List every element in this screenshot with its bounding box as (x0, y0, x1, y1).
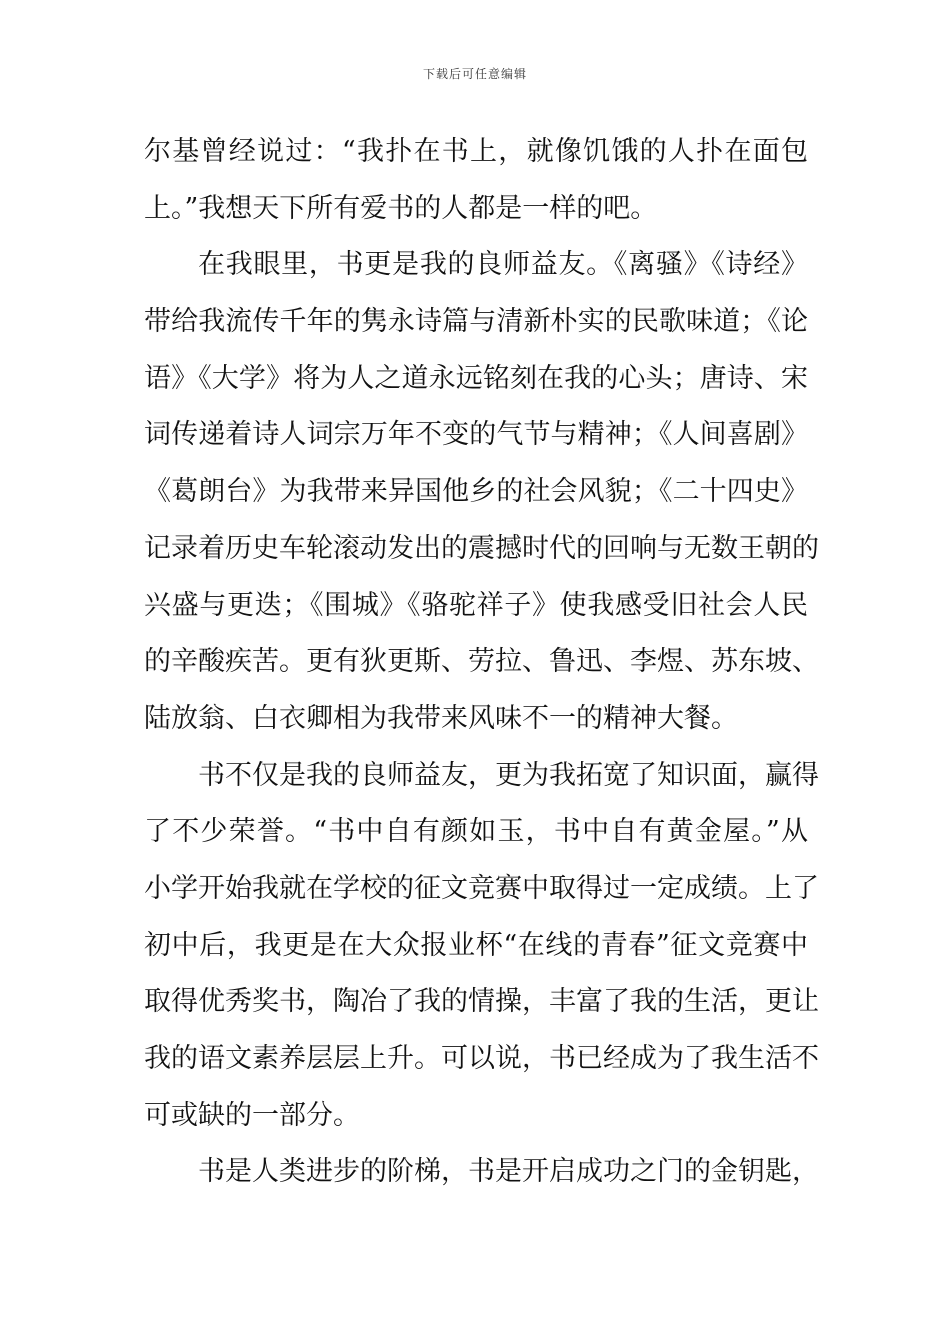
body-text (144, 124, 819, 1201)
text-line: 语》《大学》将为人之道永远铭刻在我的心头；唐诗、宋 (144, 362, 808, 394)
text-line: 的辛酸疾苦。更有狄更斯、劳拉、鲁迅、李煜、苏东坡、 (144, 646, 819, 678)
text-line: 尔基曾经说过：“我扑在书上，就像饥饿的人扑在面包 (144, 136, 808, 167)
text-line: 带给我流传千年的隽永诗篇与清新朴实的民歌味道；《论 (144, 306, 808, 338)
text-line: 小学开始我就在学校的征文竞赛中取得过一定成绩。上了 (144, 872, 819, 904)
text-line: 初中后，我更是在大众报业杯“在线的青春”征文竞赛中 (144, 929, 808, 961)
paragraph (144, 124, 808, 237)
text-line: 书不仅是我的良师益友，更为我拓宽了知识面，赢得 (198, 759, 819, 791)
text-line: 书是人类进步的阶梯，书是开启成功之门的金钥匙， (198, 1156, 819, 1188)
text-line: 词传递着诗人词宗万年不变的气节与精神；《人间喜剧》 (144, 419, 808, 451)
text-line: 在我眼里，书更是我的良师益友。《离骚》《诗经》 (198, 249, 808, 281)
paragraph (144, 237, 819, 747)
text-line: 记录着历史车轮滚动发出的震撼时代的回响与无数王朝的 (144, 532, 819, 564)
text-line: 可或缺的一部分。 (144, 1099, 360, 1131)
text-line: 《葛朗台》为我带来异国他乡的社会风貌；《二十四史》 (144, 476, 808, 508)
text-line: 上。”我想天下所有爱书的人都是一样的吧。 (144, 192, 658, 224)
page-header: 下载后可任意编辑 (422, 67, 527, 81)
text-line: 取得优秀奖书，陶冶了我的情操，丰富了我的生活，更让 (144, 986, 819, 1018)
text-line: 我的语文素养层层上升。可以说，书已经成为了我生活不 (144, 1043, 819, 1074)
text-line: 兴盛与更迭；《围城》《骆驼祥子》使我感受旧社会人民 (144, 589, 808, 621)
text-line: 了不少荣誉。“书中自有颜如玉，书中自有黄金屋。”从 (144, 816, 808, 848)
paragraph (144, 748, 819, 1145)
text-line: 陆放翁、白衣卿相为我带来风味不一的精神大餐。 (144, 702, 738, 734)
paragraph (144, 1144, 819, 1201)
